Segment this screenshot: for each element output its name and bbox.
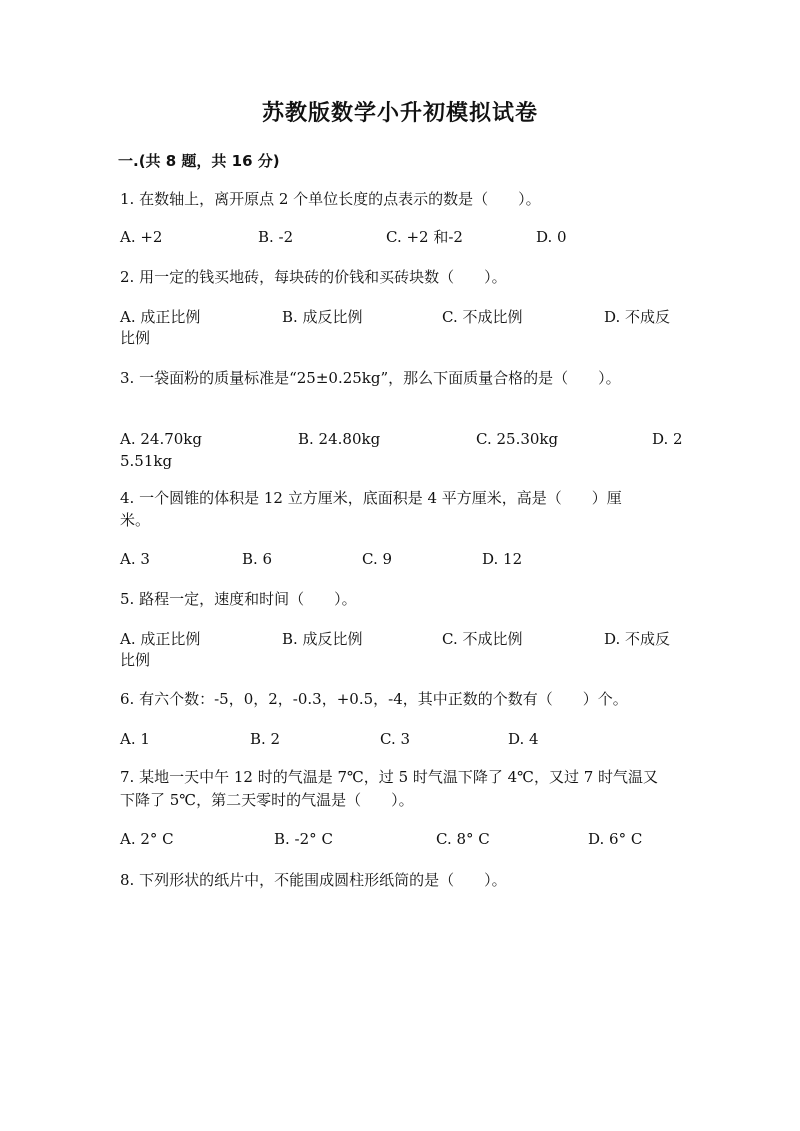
option-d[interactable]: D. 12 — [482, 550, 523, 568]
question-5: 5. 路程一定，速度和时间（ ）。 — [120, 590, 357, 608]
option-b[interactable]: B. -2 — [258, 228, 294, 246]
question-2: 2. 用一定的钱买地砖，每块砖的价钱和买砖块数（ ）。 — [120, 268, 507, 286]
option-a[interactable]: A. 24.70kg — [120, 430, 203, 448]
question-7-line2: 下降了 5℃，第二天零时的气温是（ ）。 — [120, 791, 414, 809]
page-title: 苏教版数学小升初模拟试卷 — [261, 101, 538, 126]
option-b[interactable]: B. 6 — [242, 550, 273, 568]
option-c[interactable]: C. 25.30kg — [476, 430, 559, 448]
question-7-options — [120, 828, 680, 850]
option-c[interactable]: C. 不成比例 — [442, 308, 523, 326]
question-1-options — [120, 226, 680, 248]
option-d-wrap: 比例 — [120, 329, 151, 347]
question-6: 6. 有六个数：-5，0，2，-0.3，+0.5，-4，其中正数的个数有（ ）个。 — [120, 690, 628, 708]
question-6-options — [120, 728, 680, 750]
option-c[interactable]: C. 8° C — [436, 830, 490, 848]
option-b[interactable]: B. 2 — [250, 730, 281, 748]
option-b[interactable]: B. 成反比例 — [282, 630, 363, 648]
option-a[interactable]: A. 3 — [120, 550, 150, 568]
option-d[interactable]: D. 6° C — [588, 830, 643, 848]
option-d[interactable]: D. 2 — [652, 430, 683, 448]
question-2-options — [120, 306, 680, 328]
option-a[interactable]: A. 1 — [120, 730, 150, 748]
question-1: 1. 在数轴上，离开原点 2 个单位长度的点表示的数是（ ）。 — [120, 190, 541, 208]
question-4: 4. 一个圆锥的体积是 12 立方厘米，底面积是 4 平方厘米，高是（ ）厘 — [120, 489, 622, 507]
question-5-options — [120, 628, 680, 650]
option-a[interactable]: A. 成正比例 — [120, 308, 201, 326]
option-b[interactable]: B. -2° C — [274, 830, 333, 848]
option-d[interactable]: D. 4 — [508, 730, 539, 748]
section-heading: 一.(共 8 题，共 16 分) — [118, 152, 280, 170]
option-d[interactable]: D. 0 — [536, 228, 567, 246]
option-b[interactable]: B. 24.80kg — [298, 430, 381, 448]
option-c[interactable]: C. 不成比例 — [442, 630, 523, 648]
option-c[interactable]: C. 3 — [380, 730, 411, 748]
question-7: 7. 某地一天中午 12 时的气温是 7℃，过 5 时气温下降了 4℃，又过 7 时气温又 — [120, 768, 659, 786]
question-3: 3. 一袋面粉的质量标准是“25±0.25kg”，那么下面质量合格的是（ ）。 — [120, 369, 621, 387]
option-d[interactable]: D. 不成反 — [604, 630, 671, 648]
question-4-options — [120, 548, 680, 570]
option-a[interactable]: A. 成正比例 — [120, 630, 201, 648]
option-b[interactable]: B. 成反比例 — [282, 308, 363, 326]
option-d[interactable]: D. 不成反 — [604, 308, 671, 326]
question-8: 8. 下列形状的纸片中，不能围成圆柱形纸筒的是（ ）。 — [120, 871, 507, 889]
question-3-options — [120, 428, 683, 450]
option-d-wrap: 比例 — [120, 651, 151, 669]
option-a[interactable]: A. 2° C — [120, 830, 174, 848]
option-d-wrap: 5.51kg — [120, 452, 173, 470]
question-4-line2: 米。 — [120, 511, 151, 529]
option-c[interactable]: C. +2 和-2 — [386, 228, 463, 246]
option-a[interactable]: A. +2 — [120, 228, 163, 246]
option-c[interactable]: C. 9 — [362, 550, 393, 568]
